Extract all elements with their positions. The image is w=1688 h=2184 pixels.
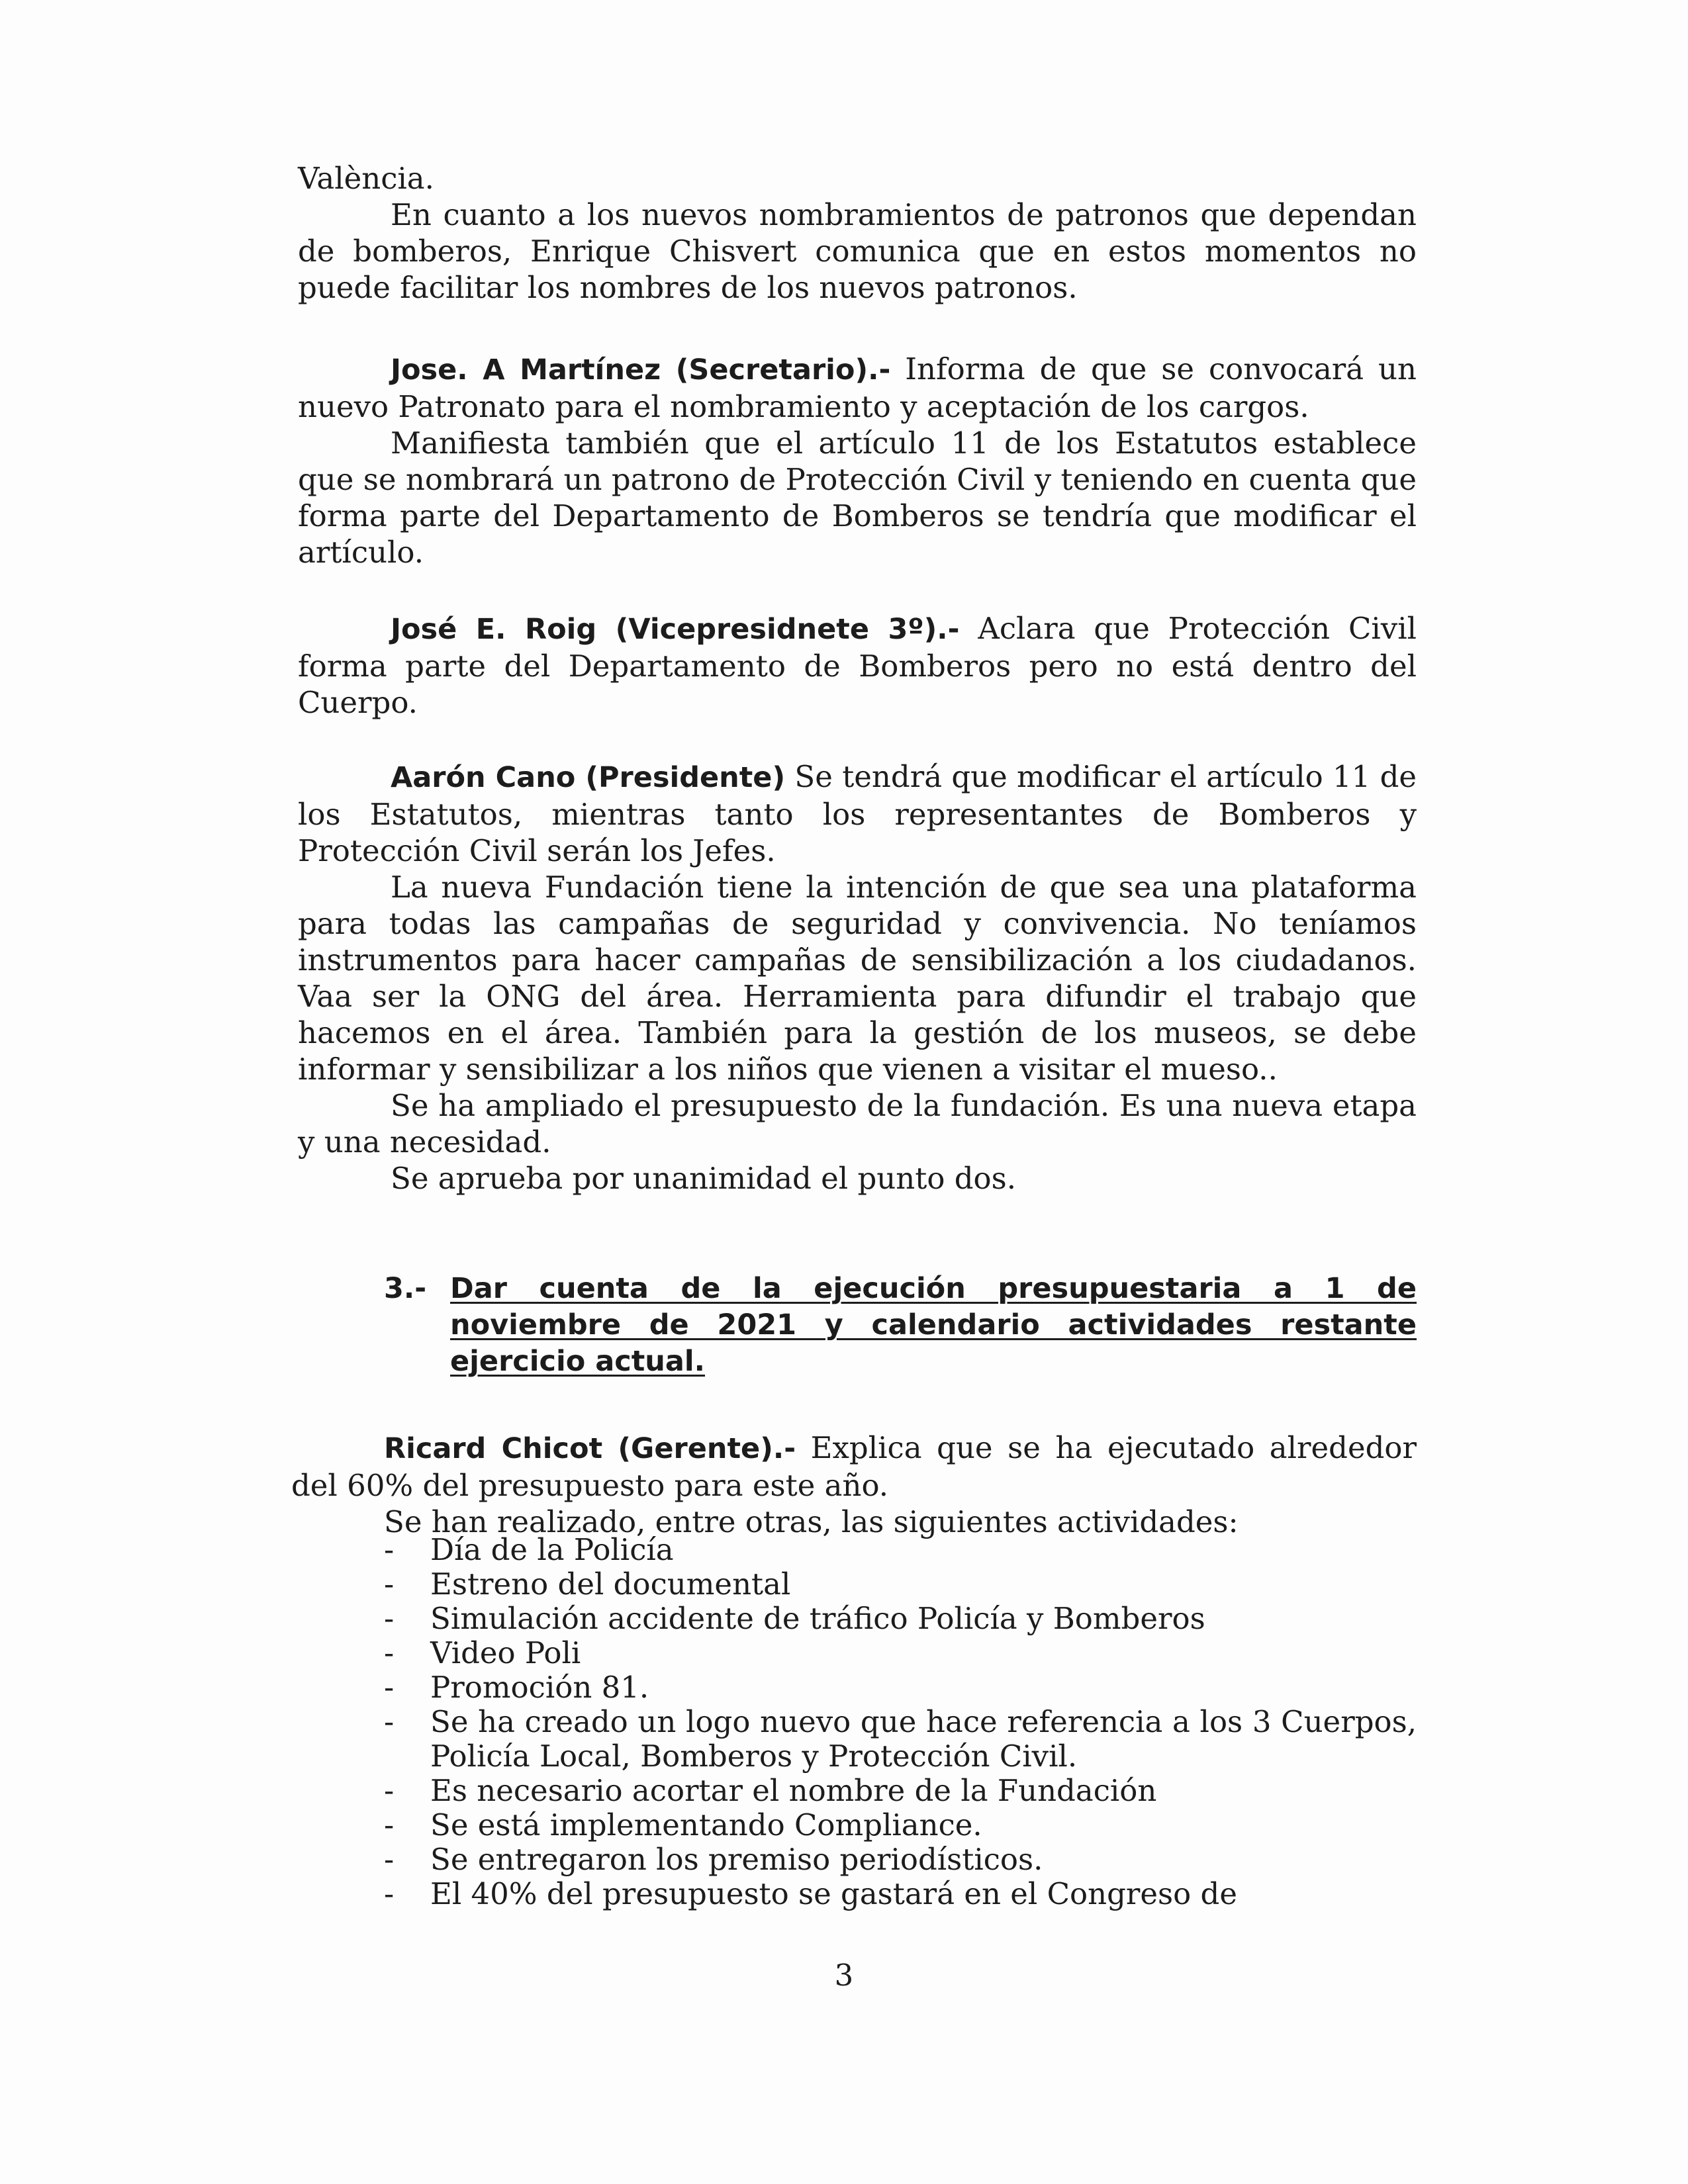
roig-block: [298, 610, 1417, 721]
list-item: [384, 1533, 1417, 1567]
cano-text: Se tendrá que modificar el artículo 11 de los Estatutos, mientras tanto los representantes de Bomberos y Protección Civil serán los Jefes.: [298, 759, 1417, 868]
list-item: [384, 1843, 1417, 1877]
list-dash: -: [384, 1670, 395, 1705]
chicot-block: [291, 1430, 1417, 1540]
list-item: [384, 1636, 1417, 1670]
list-item-text: Simulación accidente de tráfico Policía y Bomberos: [430, 1601, 1205, 1636]
paragraph-cano-3: Se ha ampliado el presupuesto de la fundación. Es una nueva etapa y una necesidad.: [298, 1088, 1417, 1160]
paragraph-martinez: [298, 351, 1417, 425]
chicot-text: Explica que se ha ejecutado alrededor del 60% del presupuesto para este año.: [291, 1430, 1417, 1503]
intro-block: [298, 160, 1417, 306]
paragraph-chicot-2: Se han realizado, entre otras, las siguientes actividades:: [384, 1504, 1239, 1539]
list-item: [384, 1567, 1417, 1602]
speaker-roig: José E. Roig (Vicepresidnete 3º).-: [391, 613, 960, 646]
martinez-text: Informa de que se convocará un nuevo Patronato para el nombramiento y aceptación de los cargos.: [298, 351, 1417, 424]
list-dash: -: [384, 1601, 395, 1636]
paragraph-nombramientos: En cuanto a los nuevos nombramientos de patronos que dependan de bomberos, Enrique Chisvert comunica que en estos momentos no puede facilitar los nombres de los nuevos patronos.: [298, 197, 1417, 305]
speaker-martinez: Jose. A Martínez (Secretario).-: [391, 353, 891, 387]
list-item-text: Estreno del documental: [430, 1567, 791, 1602]
roig-text: Aclara que Protección Civil forma parte del Departamento de Bomberos pero no está dentro del Cuerpo.: [298, 611, 1417, 720]
list-item-text: Video Poli: [430, 1635, 581, 1670]
list-item: [384, 1808, 1417, 1843]
list-dash: -: [384, 1773, 395, 1808]
page-number: 3: [834, 1958, 854, 1993]
list-item: [384, 1705, 1417, 1774]
paragraph-cano-2: La nueva Fundación tiene la intención de que sea una plataforma para todas las campañas de seguridad y convivencia. No teníamos instrumentos para hacer campañas de sensibilización a los ciudadanos. Vaa ser la ONG del área. Herramienta para difundir el trabajo que hacemos en el área. También para la gestión de los museos, se debe informar y sensibilizar a los niños que vienen a visitar el mueso..: [298, 870, 1417, 1087]
paragraph-martinez-2: Manifiesta también que el artículo 11 de los Estatutos establece que se nombrará un patrono de Protección Civil y teniendo en cuenta que forma parte del Departamento de Bomberos se tendría que modificar el artículo.: [298, 426, 1417, 570]
list-item-text: Se ha creado un logo nuevo que hace referencia a los 3 Cuerpos, Policía Local, Bomberos y Protección Civil.: [430, 1704, 1417, 1774]
list-item-text: Promoción 81.: [430, 1670, 649, 1705]
list-item-text: Día de la Policía: [430, 1532, 674, 1567]
paragraph-roig: [298, 610, 1417, 721]
list-dash: -: [384, 1842, 395, 1877]
section-3-title: Dar cuenta de la ejecución presupuestaria a 1 de noviembre de 2021 y calendario actividades restante ejercicio actual.: [450, 1272, 1417, 1378]
list-item: [384, 1774, 1417, 1808]
list-item-text: El 40% del presupuesto se gastará en el Congreso de: [430, 1876, 1237, 1911]
paragraph-cano: [298, 758, 1417, 869]
section-3-heading: [384, 1271, 1417, 1380]
cano-block: [298, 758, 1417, 1197]
speaker-cano: Aarón Cano (Presidente): [391, 761, 786, 794]
list-dash: -: [384, 1807, 395, 1843]
list-dash: -: [384, 1876, 395, 1911]
martinez-block: [298, 351, 1417, 570]
paragraph-valencia: València.: [298, 161, 434, 196]
list-dash: -: [384, 1635, 395, 1670]
speaker-chicot: Ricard Chicot (Gerente).-: [384, 1432, 796, 1465]
paragraph-chicot: [291, 1430, 1417, 1504]
list-item-text: Se entregaron los premiso periodísticos.: [430, 1842, 1043, 1877]
activities-list: [384, 1533, 1417, 1911]
list-dash: -: [384, 1532, 395, 1567]
list-item-text: Es necesario acortar el nombre de la Fundación: [430, 1773, 1157, 1808]
list-dash: -: [384, 1704, 395, 1739]
section-3-number: 3.-: [384, 1272, 427, 1305]
list-dash: -: [384, 1567, 395, 1602]
list-item: [384, 1877, 1417, 1911]
list-item: [384, 1670, 1417, 1705]
list-item-text: Se está implementando Compliance.: [430, 1807, 982, 1843]
paragraph-cano-4: Se aprueba por unanimidad el punto dos.: [391, 1161, 1017, 1196]
list-item: [384, 1602, 1417, 1636]
